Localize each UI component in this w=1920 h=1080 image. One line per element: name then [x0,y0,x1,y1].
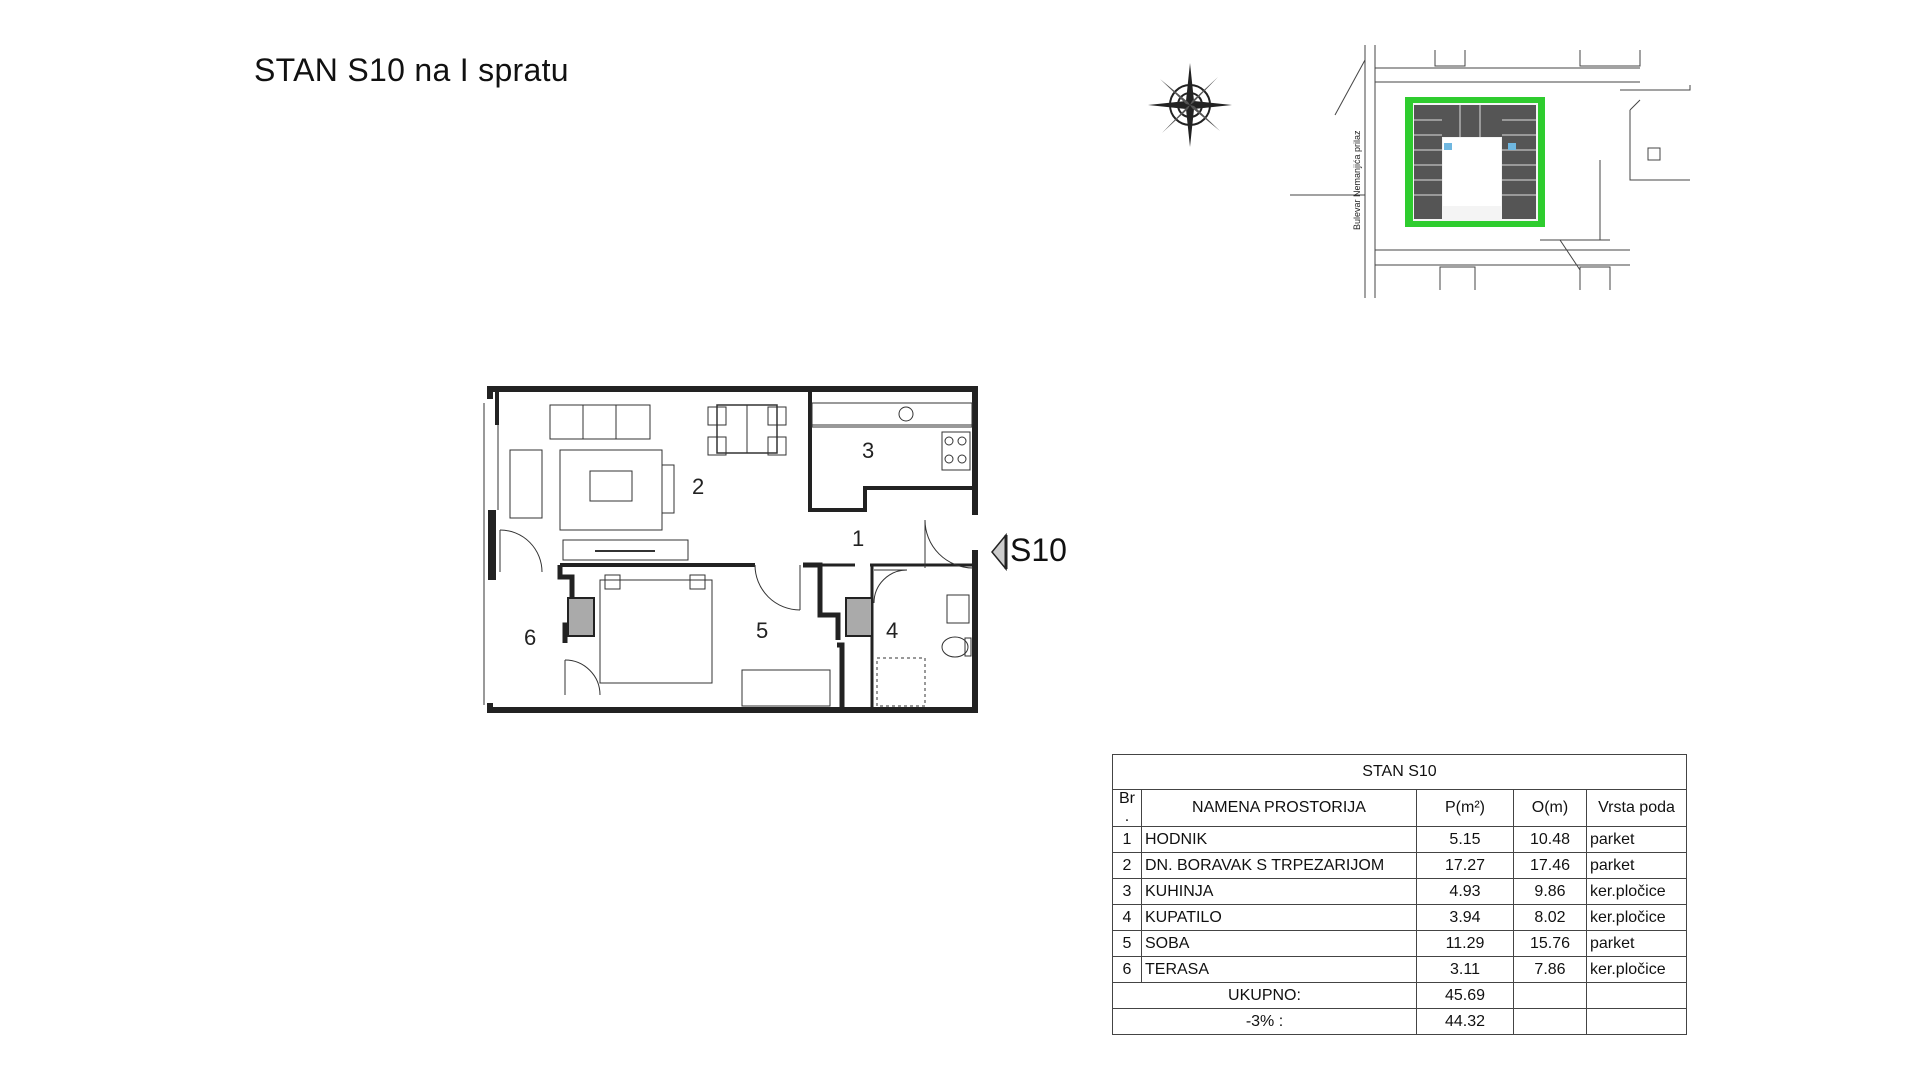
page-title: STAN S10 na I spratu [254,52,569,88]
room-area: 11.29 [1417,931,1514,957]
header-name: NAMENA PROSTORIJA [1142,790,1417,827]
room-perimeter: 15.76 [1514,931,1587,957]
street-label: Bulevar Nemanjića prilaz [1352,130,1362,230]
room-table [1112,754,1687,1035]
table-row [1113,905,1687,931]
total-label: UKUPNO: [1113,983,1417,1009]
table-row [1113,879,1687,905]
row-number: 6 [1113,957,1142,983]
header-perimeter: O(m) [1514,790,1587,827]
room-area: 5.15 [1417,827,1514,853]
room-number-1: 1 [852,526,865,551]
reduced-row [1113,1009,1687,1035]
row-number: 1 [1113,827,1142,853]
entrance-arrow-icon [990,532,1008,572]
room-name: SOBA [1142,931,1417,957]
room-area: 3.11 [1417,957,1514,983]
row-number: 5 [1113,931,1142,957]
total-row [1113,983,1687,1009]
room-perimeter: 7.86 [1514,957,1587,983]
floor-type: parket [1587,931,1687,957]
table-row [1113,853,1687,879]
reduced-label: -3% : [1113,1009,1417,1035]
floor-type: parket [1587,853,1687,879]
compass-icon [1140,55,1240,155]
room-name: KUHINJA [1142,879,1417,905]
total-value: 45.69 [1417,983,1514,1009]
room-number-4: 4 [886,618,899,643]
room-name: TERASA [1142,957,1417,983]
unit-label: S10 [1010,532,1067,568]
room-area: 3.94 [1417,905,1514,931]
site-map [1280,40,1720,305]
floor-type: ker.pločice [1587,905,1687,931]
room-area: 4.93 [1417,879,1514,905]
header-area: P(m²) [1417,790,1514,827]
room-name: HODNIK [1142,827,1417,853]
table-row [1113,931,1687,957]
room-area: 17.27 [1417,853,1514,879]
room-number-2: 2 [692,474,705,499]
floor-type: parket [1587,827,1687,853]
header-floor-type: Vrsta poda [1587,790,1687,827]
header-br: Br . [1113,790,1142,827]
row-number: 4 [1113,905,1142,931]
table-caption: STAN S10 [1113,755,1687,790]
room-perimeter: 10.48 [1514,827,1587,853]
floor-type: ker.pločice [1587,879,1687,905]
row-number: 3 [1113,879,1142,905]
table-row [1113,827,1687,853]
room-number-6: 6 [524,625,537,650]
room-perimeter: 8.02 [1514,905,1587,931]
room-number-5: 5 [756,618,769,643]
floor-type: ker.pločice [1587,957,1687,983]
table-row [1113,957,1687,983]
room-name: KUPATILO [1142,905,1417,931]
room-perimeter: 17.46 [1514,853,1587,879]
room-name: DN. BORAVAK S TRPEZARIJOM [1142,853,1417,879]
row-number: 2 [1113,853,1142,879]
room-number-3: 3 [862,438,875,463]
room-perimeter: 9.86 [1514,879,1587,905]
floor-plan [480,385,1000,725]
reduced-value: 44.32 [1417,1009,1514,1035]
